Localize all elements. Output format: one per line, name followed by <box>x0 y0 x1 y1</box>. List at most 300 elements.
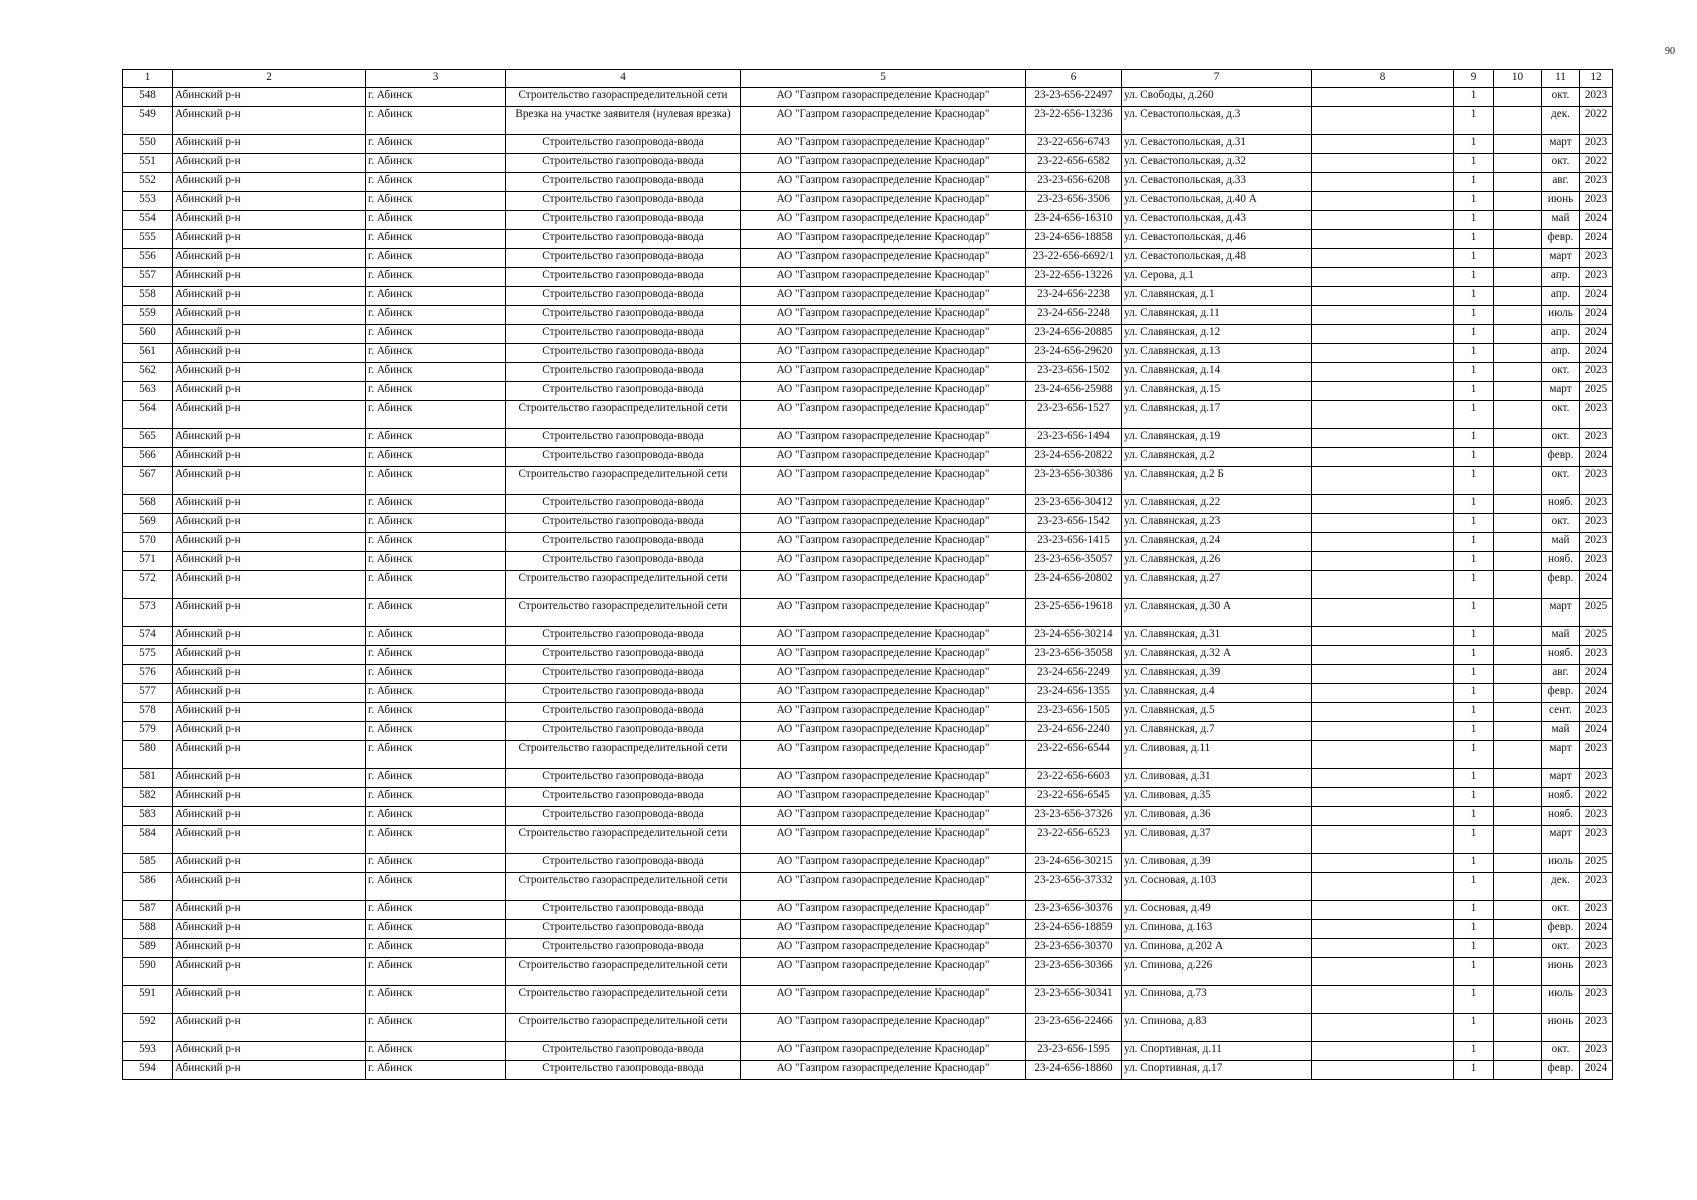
table-row <box>123 769 1613 788</box>
quantity-cell: 1 <box>1454 344 1494 363</box>
address-cell: ул. Славянская, д.15 <box>1122 382 1312 401</box>
column-8-cell <box>1312 854 1454 873</box>
quantity-cell: 1 <box>1454 306 1494 325</box>
district-cell: Абинский р-н <box>173 807 366 826</box>
month-cell: авг. <box>1542 665 1580 684</box>
column-10-cell <box>1494 552 1542 571</box>
address-cell: ул. Славянская, д.27 <box>1122 571 1312 599</box>
work-type-cell: Строительство газораспределительной сети <box>506 826 741 854</box>
district-cell: Абинский р-н <box>173 826 366 854</box>
work-type-cell: Строительство газораспределительной сети <box>506 467 741 495</box>
work-type-cell: Строительство газораспределительной сети <box>506 986 741 1014</box>
column-8-cell <box>1312 211 1454 230</box>
city-cell: г. Абинск <box>366 1061 506 1080</box>
row-number-cell: 587 <box>123 901 173 920</box>
year-cell: 2024 <box>1580 571 1613 599</box>
column-header: 2 <box>173 70 366 88</box>
column-8-cell <box>1312 939 1454 958</box>
year-cell: 2023 <box>1580 939 1613 958</box>
organization-cell: АО "Газпром газораспределение Краснодар" <box>741 448 1026 467</box>
row-number-cell: 593 <box>123 1042 173 1061</box>
table-row <box>123 741 1613 769</box>
column-8-cell <box>1312 287 1454 306</box>
work-type-cell: Строительство газопровода-ввода <box>506 429 741 448</box>
column-10-cell <box>1494 571 1542 599</box>
quantity-cell: 1 <box>1454 826 1494 854</box>
row-number-cell: 580 <box>123 741 173 769</box>
application-code-cell: 23-25-656-19618 <box>1026 599 1122 627</box>
month-cell: окт. <box>1542 401 1580 429</box>
district-cell: Абинский р-н <box>173 769 366 788</box>
column-header: 11 <box>1542 70 1580 88</box>
month-cell: окт. <box>1542 514 1580 533</box>
column-header: 10 <box>1494 70 1542 88</box>
column-header: 7 <box>1122 70 1312 88</box>
year-cell: 2024 <box>1580 684 1613 703</box>
address-cell: ул. Севастопольская, д.43 <box>1122 211 1312 230</box>
district-cell: Абинский р-н <box>173 306 366 325</box>
application-code-cell: 23-24-656-2248 <box>1026 306 1122 325</box>
district-cell: Абинский р-н <box>173 552 366 571</box>
district-cell: Абинский р-н <box>173 571 366 599</box>
application-code-cell: 23-23-656-1595 <box>1026 1042 1122 1061</box>
column-10-cell <box>1494 363 1542 382</box>
organization-cell: АО "Газпром газораспределение Краснодар" <box>741 571 1026 599</box>
month-cell: июнь <box>1542 958 1580 986</box>
month-cell: окт. <box>1542 154 1580 173</box>
address-cell: ул. Севастопольская, д.3 <box>1122 107 1312 135</box>
address-cell: ул. Славянская, д.24 <box>1122 533 1312 552</box>
quantity-cell: 1 <box>1454 401 1494 429</box>
address-cell: ул. Славянская, д.19 <box>1122 429 1312 448</box>
year-cell: 2024 <box>1580 448 1613 467</box>
column-8-cell <box>1312 1042 1454 1061</box>
organization-cell: АО "Газпром газораспределение Краснодар" <box>741 986 1026 1014</box>
table-row <box>123 154 1613 173</box>
quantity-cell: 1 <box>1454 788 1494 807</box>
row-number-cell: 583 <box>123 807 173 826</box>
organization-cell: АО "Газпром газораспределение Краснодар" <box>741 173 1026 192</box>
organization-cell: АО "Газпром газораспределение Краснодар" <box>741 325 1026 344</box>
work-type-cell: Строительство газораспределительной сети <box>506 88 741 107</box>
organization-cell: АО "Газпром газораспределение Краснодар" <box>741 495 1026 514</box>
organization-cell: АО "Газпром газораспределение Краснодар" <box>741 401 1026 429</box>
year-cell: 2023 <box>1580 495 1613 514</box>
table-row <box>123 467 1613 495</box>
year-cell: 2024 <box>1580 665 1613 684</box>
organization-cell: АО "Газпром газораспределение Краснодар" <box>741 88 1026 107</box>
page-number: 90 <box>1665 46 1675 57</box>
application-code-cell: 23-24-656-18859 <box>1026 920 1122 939</box>
column-8-cell <box>1312 646 1454 665</box>
column-8-cell <box>1312 958 1454 986</box>
column-8-cell <box>1312 986 1454 1014</box>
organization-cell: АО "Газпром газораспределение Краснодар" <box>741 873 1026 901</box>
column-8-cell <box>1312 873 1454 901</box>
address-cell: ул. Славянская, д.13 <box>1122 344 1312 363</box>
organization-cell: АО "Газпром газораспределение Краснодар" <box>741 344 1026 363</box>
column-10-cell <box>1494 192 1542 211</box>
month-cell: нояб. <box>1542 552 1580 571</box>
quantity-cell: 1 <box>1454 769 1494 788</box>
year-cell: 2022 <box>1580 154 1613 173</box>
register-body <box>123 88 1613 1080</box>
table-row <box>123 939 1613 958</box>
work-type-cell: Строительство газопровода-ввода <box>506 363 741 382</box>
work-type-cell: Строительство газопровода-ввода <box>506 249 741 268</box>
address-cell: ул. Свободы, д.260 <box>1122 88 1312 107</box>
column-8-cell <box>1312 401 1454 429</box>
month-cell: окт. <box>1542 1042 1580 1061</box>
district-cell: Абинский р-н <box>173 173 366 192</box>
work-type-cell: Строительство газопровода-ввода <box>506 854 741 873</box>
month-cell: март <box>1542 769 1580 788</box>
row-number-cell: 572 <box>123 571 173 599</box>
row-number-cell: 548 <box>123 88 173 107</box>
column-10-cell <box>1494 230 1542 249</box>
application-code-cell: 23-24-656-16310 <box>1026 211 1122 230</box>
address-cell: ул. Спинова, д.163 <box>1122 920 1312 939</box>
column-10-cell <box>1494 382 1542 401</box>
application-code-cell: 23-24-656-2238 <box>1026 287 1122 306</box>
table-row <box>123 552 1613 571</box>
work-type-cell: Строительство газопровода-ввода <box>506 173 741 192</box>
address-cell: ул. Сосновая, д.49 <box>1122 901 1312 920</box>
table-row <box>123 920 1613 939</box>
district-cell: Абинский р-н <box>173 230 366 249</box>
district-cell: Абинский р-н <box>173 533 366 552</box>
city-cell: г. Абинск <box>366 901 506 920</box>
application-code-cell: 23-24-656-2240 <box>1026 722 1122 741</box>
district-cell: Абинский р-н <box>173 268 366 287</box>
header-row <box>123 70 1613 88</box>
column-10-cell <box>1494 769 1542 788</box>
city-cell: г. Абинск <box>366 741 506 769</box>
city-cell: г. Абинск <box>366 854 506 873</box>
month-cell: март <box>1542 135 1580 154</box>
quantity-cell: 1 <box>1454 901 1494 920</box>
quantity-cell: 1 <box>1454 939 1494 958</box>
month-cell: окт. <box>1542 467 1580 495</box>
column-8-cell <box>1312 154 1454 173</box>
row-number-cell: 573 <box>123 599 173 627</box>
year-cell: 2023 <box>1580 958 1613 986</box>
city-cell: г. Абинск <box>366 287 506 306</box>
quantity-cell: 1 <box>1454 665 1494 684</box>
application-code-cell: 23-22-656-13226 <box>1026 268 1122 287</box>
application-code-cell: 23-23-656-30370 <box>1026 939 1122 958</box>
month-cell: июль <box>1542 306 1580 325</box>
table-row <box>123 826 1613 854</box>
district-cell: Абинский р-н <box>173 1061 366 1080</box>
organization-cell: АО "Газпром газораспределение Краснодар" <box>741 1014 1026 1042</box>
year-cell: 2024 <box>1580 325 1613 344</box>
application-code-cell: 23-22-656-13236 <box>1026 107 1122 135</box>
organization-cell: АО "Газпром газораспределение Краснодар" <box>741 684 1026 703</box>
work-type-cell: Строительство газопровода-ввода <box>506 684 741 703</box>
city-cell: г. Абинск <box>366 665 506 684</box>
year-cell: 2023 <box>1580 986 1613 1014</box>
quantity-cell: 1 <box>1454 192 1494 211</box>
quantity-cell: 1 <box>1454 646 1494 665</box>
month-cell: март <box>1542 599 1580 627</box>
quantity-cell: 1 <box>1454 1061 1494 1080</box>
column-8-cell <box>1312 448 1454 467</box>
table-row <box>123 230 1613 249</box>
district-cell: Абинский р-н <box>173 211 366 230</box>
city-cell: г. Абинск <box>366 268 506 287</box>
column-10-cell <box>1494 939 1542 958</box>
application-code-cell: 23-22-656-6544 <box>1026 741 1122 769</box>
column-10-cell <box>1494 429 1542 448</box>
month-cell: нояб. <box>1542 788 1580 807</box>
address-cell: ул. Серова, д.1 <box>1122 268 1312 287</box>
column-10-cell <box>1494 1042 1542 1061</box>
quantity-cell: 1 <box>1454 448 1494 467</box>
year-cell: 2024 <box>1580 211 1613 230</box>
row-number-cell: 550 <box>123 135 173 154</box>
year-cell: 2024 <box>1580 306 1613 325</box>
application-code-cell: 23-23-656-30386 <box>1026 467 1122 495</box>
quantity-cell: 1 <box>1454 958 1494 986</box>
row-number-cell: 558 <box>123 287 173 306</box>
year-cell: 2023 <box>1580 363 1613 382</box>
column-10-cell <box>1494 722 1542 741</box>
organization-cell: АО "Газпром газораспределение Краснодар" <box>741 807 1026 826</box>
work-type-cell: Строительство газораспределительной сети <box>506 599 741 627</box>
organization-cell: АО "Газпром газораспределение Краснодар" <box>741 533 1026 552</box>
column-10-cell <box>1494 599 1542 627</box>
row-number-cell: 578 <box>123 703 173 722</box>
application-code-cell: 23-23-656-1502 <box>1026 363 1122 382</box>
district-cell: Абинский р-н <box>173 854 366 873</box>
work-type-cell: Строительство газопровода-ввода <box>506 344 741 363</box>
column-10-cell <box>1494 448 1542 467</box>
application-code-cell: 23-22-656-6582 <box>1026 154 1122 173</box>
address-cell: ул. Спинова, д.202 А <box>1122 939 1312 958</box>
column-8-cell <box>1312 249 1454 268</box>
district-cell: Абинский р-н <box>173 192 366 211</box>
district-cell: Абинский р-н <box>173 382 366 401</box>
organization-cell: АО "Газпром газораспределение Краснодар" <box>741 363 1026 382</box>
column-8-cell <box>1312 741 1454 769</box>
address-cell: ул. Славянская, д.4 <box>1122 684 1312 703</box>
city-cell: г. Абинск <box>366 249 506 268</box>
work-type-cell: Строительство газопровода-ввода <box>506 448 741 467</box>
column-8-cell <box>1312 533 1454 552</box>
column-8-cell <box>1312 514 1454 533</box>
year-cell: 2023 <box>1580 401 1613 429</box>
column-10-cell <box>1494 495 1542 514</box>
table-row <box>123 873 1613 901</box>
table-row <box>123 287 1613 306</box>
year-cell: 2023 <box>1580 1042 1613 1061</box>
column-10-cell <box>1494 211 1542 230</box>
table-row <box>123 703 1613 722</box>
row-number-cell: 553 <box>123 192 173 211</box>
address-cell: ул. Спортивная, д.11 <box>1122 1042 1312 1061</box>
work-type-cell: Строительство газораспределительной сети <box>506 571 741 599</box>
address-cell: ул. Севастопольская, д.31 <box>1122 135 1312 154</box>
row-number-cell: 576 <box>123 665 173 684</box>
application-code-cell: 23-23-656-35058 <box>1026 646 1122 665</box>
month-cell: июль <box>1542 854 1580 873</box>
address-cell: ул. Славянская, д.22 <box>1122 495 1312 514</box>
address-cell: ул. Спинова, д.83 <box>1122 1014 1312 1042</box>
row-number-cell: 566 <box>123 448 173 467</box>
city-cell: г. Абинск <box>366 325 506 344</box>
district-cell: Абинский р-н <box>173 467 366 495</box>
column-8-cell <box>1312 344 1454 363</box>
work-type-cell: Строительство газопровода-ввода <box>506 552 741 571</box>
column-8-cell <box>1312 901 1454 920</box>
year-cell: 2023 <box>1580 703 1613 722</box>
quantity-cell: 1 <box>1454 873 1494 901</box>
column-8-cell <box>1312 807 1454 826</box>
row-number-cell: 581 <box>123 769 173 788</box>
month-cell: май <box>1542 211 1580 230</box>
city-cell: г. Абинск <box>366 495 506 514</box>
application-code-cell: 23-23-656-3506 <box>1026 192 1122 211</box>
quantity-cell: 1 <box>1454 986 1494 1014</box>
organization-cell: АО "Газпром газораспределение Краснодар" <box>741 268 1026 287</box>
work-type-cell: Строительство газопровода-ввода <box>506 788 741 807</box>
table-row <box>123 722 1613 741</box>
district-cell: Абинский р-н <box>173 344 366 363</box>
table-row <box>123 382 1613 401</box>
work-type-cell: Строительство газопровода-ввода <box>506 306 741 325</box>
quantity-cell: 1 <box>1454 684 1494 703</box>
column-header: 6 <box>1026 70 1122 88</box>
organization-cell: АО "Газпром газораспределение Краснодар" <box>741 901 1026 920</box>
city-cell: г. Абинск <box>366 920 506 939</box>
work-type-cell: Строительство газопровода-ввода <box>506 135 741 154</box>
month-cell: июль <box>1542 986 1580 1014</box>
work-type-cell: Строительство газораспределительной сети <box>506 741 741 769</box>
column-8-cell <box>1312 571 1454 599</box>
month-cell: окт. <box>1542 901 1580 920</box>
application-code-cell: 23-23-656-1415 <box>1026 533 1122 552</box>
column-10-cell <box>1494 88 1542 107</box>
year-cell: 2025 <box>1580 599 1613 627</box>
city-cell: г. Абинск <box>366 107 506 135</box>
organization-cell: АО "Газпром газораспределение Краснодар" <box>741 939 1026 958</box>
column-10-cell <box>1494 627 1542 646</box>
application-code-cell: 23-23-656-1542 <box>1026 514 1122 533</box>
row-number-cell: 568 <box>123 495 173 514</box>
city-cell: г. Абинск <box>366 154 506 173</box>
city-cell: г. Абинск <box>366 873 506 901</box>
column-8-cell <box>1312 306 1454 325</box>
city-cell: г. Абинск <box>366 986 506 1014</box>
row-number-cell: 565 <box>123 429 173 448</box>
column-10-cell <box>1494 684 1542 703</box>
column-8-cell <box>1312 325 1454 344</box>
month-cell: апр. <box>1542 344 1580 363</box>
organization-cell: АО "Газпром газораспределение Краснодар" <box>741 627 1026 646</box>
row-number-cell: 594 <box>123 1061 173 1080</box>
address-cell: ул. Славянская, д.14 <box>1122 363 1312 382</box>
column-10-cell <box>1494 920 1542 939</box>
city-cell: г. Абинск <box>366 1042 506 1061</box>
district-cell: Абинский р-н <box>173 401 366 429</box>
organization-cell: АО "Газпром газораспределение Краснодар" <box>741 514 1026 533</box>
column-10-cell <box>1494 467 1542 495</box>
row-number-cell: 556 <box>123 249 173 268</box>
month-cell: нояб. <box>1542 646 1580 665</box>
district-cell: Абинский р-н <box>173 665 366 684</box>
address-cell: ул. Сосновая, д.103 <box>1122 873 1312 901</box>
city-cell: г. Абинск <box>366 552 506 571</box>
work-type-cell: Строительство газопровода-ввода <box>506 514 741 533</box>
district-cell: Абинский р-н <box>173 873 366 901</box>
quantity-cell: 1 <box>1454 533 1494 552</box>
organization-cell: АО "Газпром газораспределение Краснодар" <box>741 306 1026 325</box>
work-type-cell: Строительство газопровода-ввода <box>506 807 741 826</box>
column-10-cell <box>1494 986 1542 1014</box>
organization-cell: АО "Газпром газораспределение Краснодар" <box>741 646 1026 665</box>
application-code-cell: 23-24-656-20885 <box>1026 325 1122 344</box>
table-row <box>123 107 1613 135</box>
organization-cell: АО "Газпром газораспределение Краснодар" <box>741 741 1026 769</box>
district-cell: Абинский р-н <box>173 627 366 646</box>
quantity-cell: 1 <box>1454 230 1494 249</box>
city-cell: г. Абинск <box>366 788 506 807</box>
column-8-cell <box>1312 599 1454 627</box>
column-8-cell <box>1312 495 1454 514</box>
row-number-cell: 569 <box>123 514 173 533</box>
table-row <box>123 173 1613 192</box>
table-row <box>123 135 1613 154</box>
month-cell: февр. <box>1542 571 1580 599</box>
column-10-cell <box>1494 135 1542 154</box>
address-cell: ул. Славянская, д.31 <box>1122 627 1312 646</box>
table-row <box>123 986 1613 1014</box>
address-cell: ул. Спинова, д.226 <box>1122 958 1312 986</box>
work-type-cell: Строительство газопровода-ввода <box>506 665 741 684</box>
row-number-cell: 588 <box>123 920 173 939</box>
district-cell: Абинский р-н <box>173 448 366 467</box>
application-code-cell: 23-22-656-6743 <box>1026 135 1122 154</box>
month-cell: нояб. <box>1542 807 1580 826</box>
table-row <box>123 495 1613 514</box>
month-cell: май <box>1542 533 1580 552</box>
work-type-cell: Строительство газораспределительной сети <box>506 873 741 901</box>
column-8-cell <box>1312 382 1454 401</box>
address-cell: ул. Сливовая, д.11 <box>1122 741 1312 769</box>
row-number-cell: 561 <box>123 344 173 363</box>
district-cell: Абинский р-н <box>173 363 366 382</box>
application-code-cell: 23-23-656-1494 <box>1026 429 1122 448</box>
city-cell: г. Абинск <box>366 211 506 230</box>
application-code-cell: 23-23-656-37326 <box>1026 807 1122 826</box>
table-row <box>123 1061 1613 1080</box>
quantity-cell: 1 <box>1454 722 1494 741</box>
column-10-cell <box>1494 306 1542 325</box>
work-type-cell: Строительство газопровода-ввода <box>506 1042 741 1061</box>
year-cell: 2025 <box>1580 854 1613 873</box>
year-cell: 2023 <box>1580 533 1613 552</box>
row-number-cell: 552 <box>123 173 173 192</box>
column-10-cell <box>1494 325 1542 344</box>
column-10-cell <box>1494 173 1542 192</box>
row-number-cell: 555 <box>123 230 173 249</box>
organization-cell: АО "Газпром газораспределение Краснодар" <box>741 230 1026 249</box>
work-type-cell: Строительство газопровода-ввода <box>506 533 741 552</box>
address-cell: ул. Славянская, д.30 А <box>1122 599 1312 627</box>
city-cell: г. Абинск <box>366 958 506 986</box>
month-cell: май <box>1542 627 1580 646</box>
